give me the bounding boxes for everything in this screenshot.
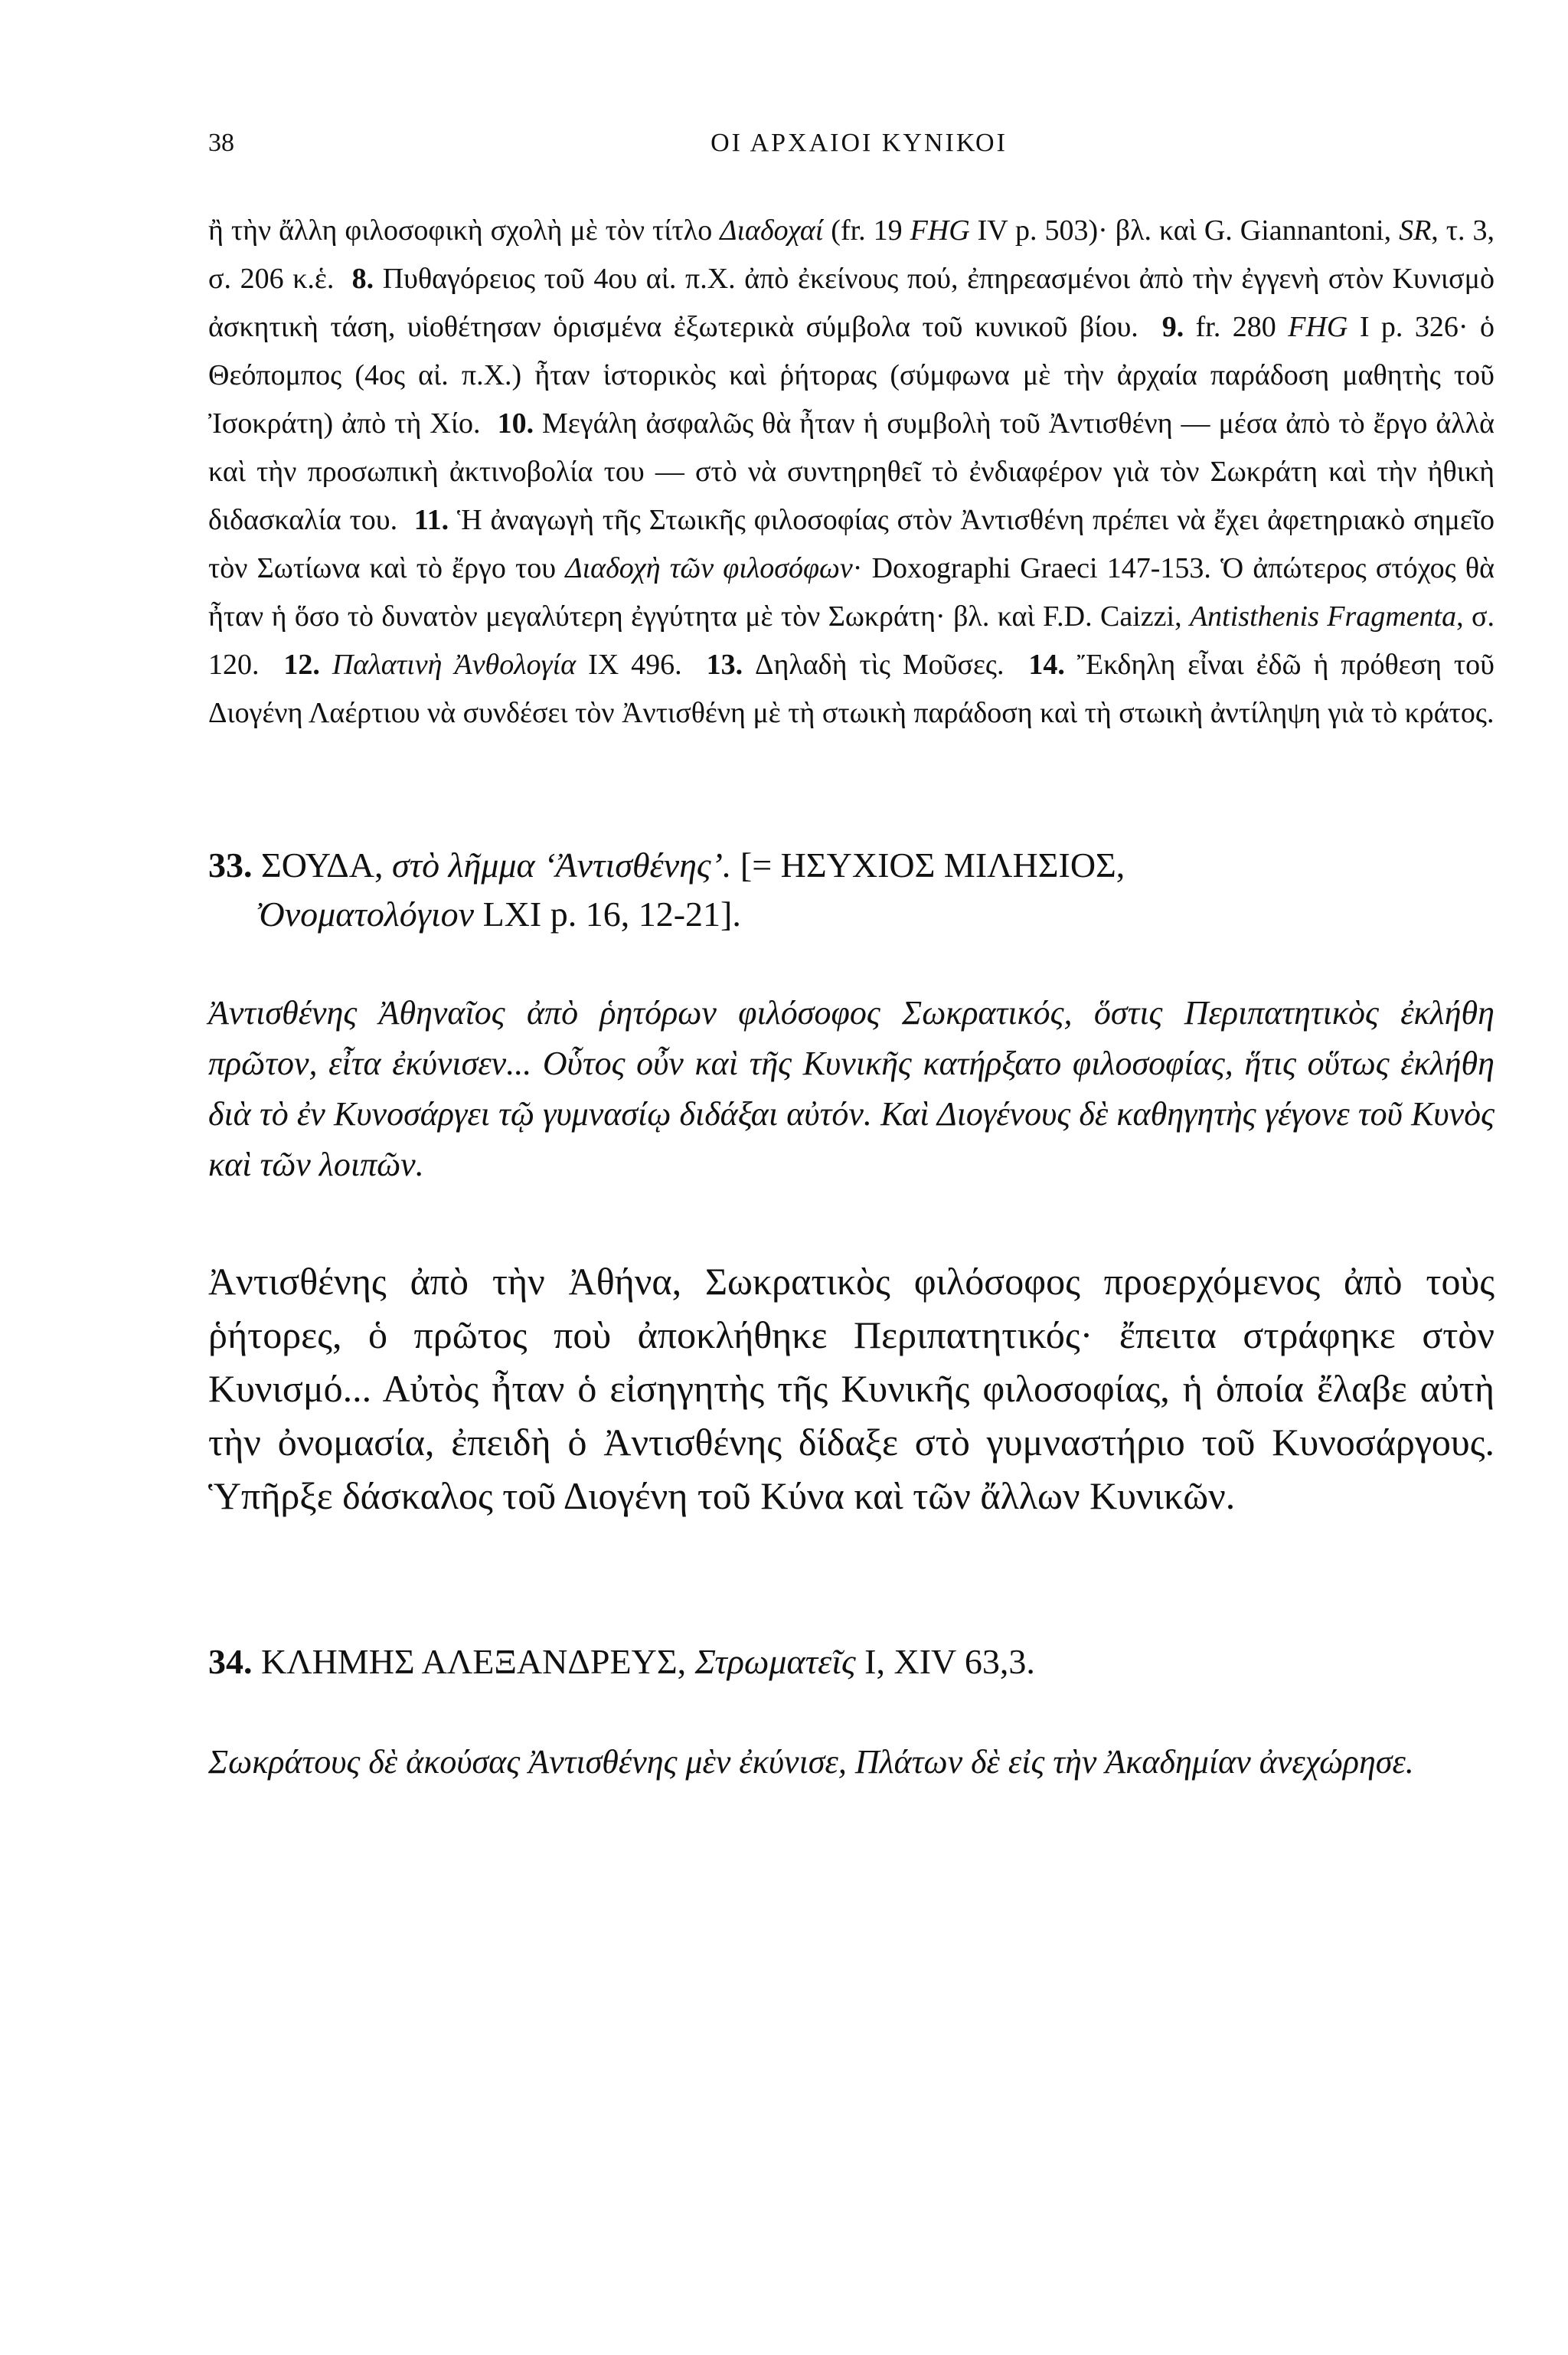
note-number-8: 8. bbox=[351, 263, 374, 295]
note-7-continuation: (fr. 19 bbox=[823, 214, 910, 247]
entry-33-source-ref: LXI p. 16, 12-21]. bbox=[474, 895, 741, 934]
note-number-12: 12. bbox=[283, 649, 320, 681]
entry-33-source-title: Ὀνοματολόγιον bbox=[256, 895, 475, 934]
note-7-continuation: IV p. 503)· βλ. καὶ G. Giannantoni, bbox=[969, 214, 1400, 247]
note-title-diadochai: Διαδοχαί bbox=[720, 214, 824, 247]
page-header bbox=[208, 129, 1494, 167]
note-12-space bbox=[320, 649, 332, 681]
note-abbrev-sr: SR bbox=[1399, 214, 1432, 247]
note-title-diadoche: Διαδοχὴ τῶν φιλοσόφων bbox=[565, 552, 853, 584]
note-abbrev-fhg: FHG bbox=[910, 214, 970, 247]
entry-33-cross-ref: [= ΗΣΥΧΙΟΣ ΜΙΛΗΣΙΟΣ, bbox=[731, 846, 1125, 885]
entry-33-heading bbox=[208, 841, 1494, 939]
entry-34-greek-text: Σωκράτους δὲ ἀκούσας Ἀντισθένης μὲν ἐκύνισε, Πλάτων δὲ εἰς τὴν Ἀκαδημίαν ἀνεχώρησε. bbox=[208, 1743, 1414, 1781]
note-7-continuation: , τ. 3, σ. 206 κ.ἑ. bbox=[208, 214, 1494, 295]
entry-33-number: 33. bbox=[208, 846, 253, 885]
note-number-9: 9. bbox=[1161, 311, 1184, 343]
entry-33-source-line bbox=[208, 890, 1494, 939]
note-8-text: Πυθαγόρειος τοῦ 4ου αἰ. π.Χ. ἀπὸ ἐκείνους πού, ἐπηρεασμένοι ἀπὸ τὴν ἐγγενὴ στὸν Κυνισμὸ ἀσκητικὴ τάση, υἱοθέτησαν ὁρισμένα ἐξωτερικὰ σύμβολα τοῦ κυνικοῦ βίου. bbox=[208, 263, 1495, 343]
note-number-10: 10. bbox=[497, 407, 534, 440]
entry-34-author: ΚΛΗΜΗΣ ΑΛΕΞΑΝΔΡΕΥΣ, bbox=[252, 1642, 695, 1681]
page-body bbox=[208, 207, 1494, 1788]
note-title-anthology: Παλατινὴ Ἀνθολογία bbox=[332, 649, 577, 681]
entry-34-reference: I, XIV 63,3. bbox=[855, 1642, 1035, 1681]
note-10-text: Μεγάλη ἀσφαλῶς θὰ ἦταν ἡ συμβολὴ τοῦ Ἀντισθένη — μέσα ἀπὸ τὸ ἔργο ἀλλὰ καὶ τὴν προσωπικὴ ἀκτινοβολία του — στὸ νὰ συντηρηθεῖ τὸ ἐνδιαφέρον γιὰ τὸν Σωκράτη καὶ τὴν ἠθικὴ διδασκαλία του. bbox=[208, 407, 1494, 536]
note-9-text: fr. 280 bbox=[1184, 311, 1289, 343]
note-14-text: Ἔκδηλη εἶναι ἐδῶ ἡ πρόθεση τοῦ Διογένη Λαέρτιου νὰ συνδέσει τὸν Ἀντισθένη μὲ τὴ στωικὴ παράδοση καὶ τὴ στωικὴ ἀντίληψη γιὰ τὸ κράτος. bbox=[208, 649, 1494, 729]
running-title: ΟΙ ΑΡΧΑΙΟΙ ΚΥΝΙΚΟΙ bbox=[710, 129, 1008, 157]
note-11-text: Ἡ ἀναγωγὴ τῆς Στωικῆς φιλοσοφίας στὸν Ἀντισθένη πρέπει νὰ ἔχει ἀφετηριακὸ σημεῖο τὸν Σωτίωνα καὶ τὸ ἔργο του bbox=[208, 504, 1494, 584]
page-number: 38 bbox=[208, 129, 234, 157]
entry-33-lemma: στὸ λῆμμα ‘Ἀντισθένης’. bbox=[391, 846, 732, 885]
note-number-14: 14. bbox=[1028, 649, 1065, 681]
note-title-caizzi: Antisthenis Fragmenta bbox=[1189, 600, 1457, 633]
note-11-text: · Doxographi Graeci 147-153. Ὁ ἀπώτερος στόχος θὰ ἦταν ἡ ὅσο τὸ δυνατὸν μεγαλύτερη ἐγγύτητα μὲ τὸν Σωκράτη· βλ. καὶ F.D. Caizzi, bbox=[208, 552, 1494, 633]
note-9-text: I p. 326· ὁ Θεόπομπος (4ος αἰ. π.Χ.) ἦταν ἱστορικὸς καὶ ῥήτορας (σύμφωνα μὲ τὴν ἀρχαία παράδοση μαθητὴς τοῦ Ἰσοκράτη) ἀπὸ τὴ Χίο. bbox=[208, 311, 1494, 440]
entry-34-heading bbox=[208, 1637, 1494, 1686]
entry-34-work-title: Στρωματεῖς bbox=[694, 1642, 856, 1681]
entry-33-greek-text: Ἀντισθένης Ἀθηναῖος ἀπὸ ῥητόρων φιλόσοφος Σωκρατικός, ὅστις Περιπατητικὸς ἐκλήθη πρῶτον, εἶτα ἐκύνισεν... Οὗτος οὖν καὶ τῆς Κυνικῆς κατήρξατο φιλοσοφίας, ἥτις οὕτως ἐκλήθη διὰ τὸ ἐν Κυνοσάργει τῷ γυμνασίῳ διδάξαι αὐτόν. Καὶ Διογένους δὲ καθηγητὴς γέγονε τοῦ Κυνὸς καὶ τῶν λοιπῶν. bbox=[208, 994, 1494, 1183]
note-number-11: 11. bbox=[413, 504, 449, 536]
note-12-text: IX 496. bbox=[576, 649, 682, 681]
note-11-text: , σ. 120. bbox=[208, 600, 1495, 681]
note-number-13: 13. bbox=[706, 649, 743, 681]
note-13-text: Δηλαδὴ τὶς Μοῦσες. bbox=[743, 649, 1004, 681]
entry-33-translation: Ἀντισθένης ἀπὸ τὴν Ἀθήνα, Σωκρατικὸς φιλόσοφος προερχόμενος ἀπὸ τοὺς ῥήτορες, ὁ πρῶτος ποὺ ἀποκλήθηκε Περιπατητικός· ἔπειτα στράφηκε στὸν Κυνισμό... Αὐτὸς ἦταν ὁ εἰσηγητὴς τῆς Κυνικῆς φιλοσοφίας, ἡ ὁποία ἔλαβε αὐτὴ τὴν ὀνομασία, ἐπειδὴ ὁ Ἀντισθένης δίδαξε στὸ γυμναστήριο τοῦ Κυνοσάργους. Ὑπῆρξε δάσκαλος τοῦ Διογένη τοῦ Κύνα καὶ τῶν ἄλλων Κυνικῶν. bbox=[208, 1260, 1494, 1517]
footnotes-block bbox=[208, 207, 1494, 738]
entry-33-author: ΣΟΥΔΑ, bbox=[252, 846, 392, 885]
note-7-continuation: ἢ τὴν ἄλλη φιλοσοφικὴ σχολὴ μὲ τὸν τίτλο bbox=[208, 214, 720, 247]
note-abbrev-fhg: FHG bbox=[1288, 311, 1348, 343]
entry-34-number: 34. bbox=[208, 1642, 253, 1681]
